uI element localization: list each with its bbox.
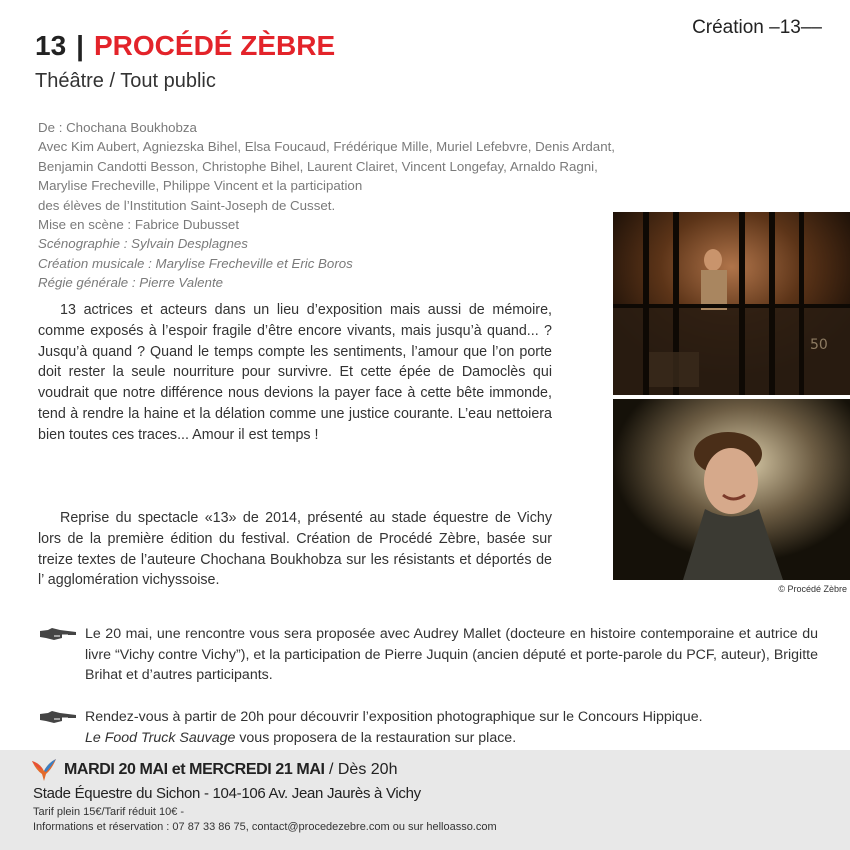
pointing-hand-icon <box>38 626 78 642</box>
photo-man-behind-bars <box>613 212 850 395</box>
event-price: Tarif plein 15€/Tarif réduit 10€ - <box>33 806 185 818</box>
page-subtitle: Théâtre / Tout public <box>35 70 216 92</box>
bullet-text <box>85 707 818 748</box>
credit-line: Scénographie : Sylvain Desplagnes <box>38 236 248 252</box>
photo-woman-image <box>613 399 850 580</box>
credit-line: Marylise Frecheville, Philippe Vincent et la participation <box>38 178 363 194</box>
credit-line: Création musicale : Marylise Frecheville et Eric Boros <box>38 255 353 271</box>
sign-number: 50 <box>810 337 828 353</box>
paragraph-text: 13 actrices et acteurs dans un lieu d’exposition mais aussi de mémoire, comme exposés à l’espoir fragile d’être encore vivants, mais jusqu’à quand... ? Jusqu’à quand ? Quand le temps compte les sentiments, l’amour que l’on porte doit rester la seule nourriture pour survivre. Et cette épée de Damoclès qui voudrait que notre différence nous devions la payer face à cette bête immonde, tend à rendre la haine et la délation comme une justice courante. L’eau nettoiera bien toutes ces traces... Amour il est temps ! <box>38 302 552 443</box>
info-bullet <box>38 624 818 686</box>
reservation-info: Informations et réservation : 07 87 33 86 75, contact@procedezebre.com ou sur helloasso.com <box>33 821 497 833</box>
photo-smiling-woman <box>613 399 850 580</box>
event-time: / Dès 20h <box>324 761 398 778</box>
description-paragraph <box>38 300 552 446</box>
reprise-paragraph <box>38 508 552 591</box>
pointing-hand-icon <box>38 709 78 725</box>
credit-line: De : Chochana Boukhobza <box>38 120 197 135</box>
info-bullet <box>38 707 818 748</box>
credit-line: Mise en scène : Fabrice Dubusset <box>38 217 240 233</box>
bullet-text-main: Rendez-vous à partir de 20h pour découvrir l’exposition photographique sur le Concours Hippique. <box>85 709 703 725</box>
page-title <box>35 30 335 62</box>
creation-label: Création –13–– <box>692 17 822 38</box>
bird-logo-icon <box>30 757 58 783</box>
title-separator: | <box>76 30 84 61</box>
event-venue: Stade Équestre du Sichon - 104-106 Av. Jean Jaurès à Vichy <box>33 785 421 802</box>
photo-man-image <box>613 212 850 395</box>
paragraph-text: Reprise du spectacle «13» de 2014, présenté au stade équestre de Vichy lors de la première édition du festival. Création de Procédé Zèbre, basée sur treize textes de l’auteure Chochana Boukhobza sur les résistants et déportés de l’ agglomération vichyssoise. <box>38 510 552 589</box>
food-truck-name: Le Food Truck Sauvage <box>85 729 236 746</box>
credit-line: Avec Kim Aubert, Agniezska Bihel, Elsa Foucaud, Frédérique Mille, Muriel Lefebvre, Denis Ardant, <box>38 139 615 155</box>
photo-credit: © Procédé Zèbre <box>778 584 847 594</box>
bullet-text: Le 20 mai, une rencontre vous sera proposée avec Audrey Mallet (docteure en histoire contemporaine et autrice du livre “Vichy contre Vichy”), et la participation de Pierre Juquin (ancien député et porte-parole du PCF, auteur), Brigitte Brihat et d’autres participants. <box>85 626 818 684</box>
credit-line: des élèves de l’Institution Saint-Joseph de Cusset. <box>38 197 336 213</box>
credit-line: Régie générale : Pierre Valente <box>38 275 224 291</box>
company-name: PROCÉDÉ ZÈBRE <box>94 30 336 61</box>
event-dates <box>64 761 397 779</box>
title-number: 13 <box>35 30 67 61</box>
credit-line: Benjamin Candotti Besson, Christophe Bihel, Laurent Clairet, Vincent Longefay, Arnaldo Ragni, <box>38 158 598 174</box>
event-dates-bold: MARDI 20 MAI et MERCREDI 21 MAI <box>64 761 325 778</box>
bullet-text-rest: vous proposera de la restauration sur place. <box>235 729 517 746</box>
